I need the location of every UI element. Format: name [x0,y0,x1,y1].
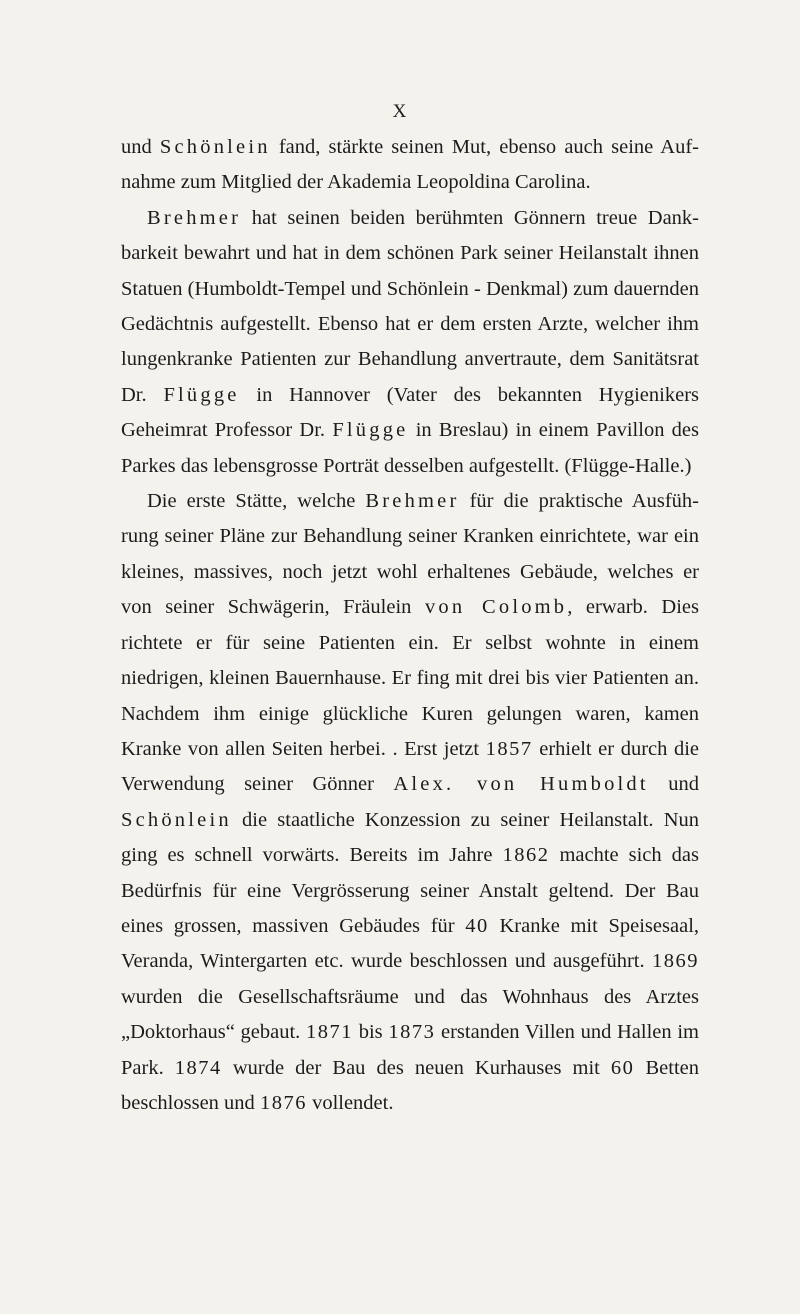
paragraph-1 [121,130,699,201]
year-number: 40 [465,914,489,937]
text-run: für die praktische Ausfüh- rung seiner Pläne zur Behandlung seiner Kranken einrichtete, war ein kleines, massives, noch jetzt wohl erhaltenes Gebäude, welches er von seiner Schwägerin, Fräulein [121,490,699,619]
paragraph-3 [121,484,699,1121]
year-number: 60 [610,1056,635,1079]
year-number: 1871 [306,1021,353,1044]
spaced-name: Brehmer [365,490,460,513]
text-run: vollendet. [306,1091,394,1114]
page-number: X [392,101,408,122]
text-run: erhielt er durch die Verwendung seiner Gönner [121,737,699,796]
text-run: fand, stärkte seinen Mut, ebenso auch seine Auf- nahme zum Mitglied der Akademia Leopoldina Carolina. [121,136,699,194]
year-number: 1873 [388,1021,436,1044]
spaced-name: Alex. von Humboldt [393,773,649,796]
text-run: machte sich das Bedürfnis für eine Vergrösserung seiner Anstalt geltend. Der Bau eines grossen, massiven Gebäudes für [121,844,699,937]
text-run: wurde der Bau des neuen Kurhauses mit [221,1056,611,1079]
text-run: erstanden Villen und Hallen im Park. [121,1021,699,1079]
spaced-name: Schönlein [121,808,232,831]
text-run: und [121,136,160,158]
spaced-name: Brehmer [147,206,242,229]
year-number: 1874 [174,1056,222,1079]
spaced-name: Flügge [163,383,240,406]
text-run: bis [353,1021,389,1044]
text-run: und [648,773,700,796]
spaced-name: von Colomb [424,596,568,619]
paragraph-2 [121,201,699,484]
text-run: Kranke mit Speisesaal, Veranda, Wintergarten etc. wurde beschlossen und ausgeführt. [121,914,700,973]
text-run: wurden die Gesellschaftsräume und das Wohnhaus des Arztes „Doktorhaus“ gebaut. [121,985,699,1044]
text-run: in Breslau) in einem Pavillon des Parkes das lebensgrosse Porträt desselben aufgestellt. (Flügge-Halle.) [121,419,700,477]
spaced-name: Flügge [332,419,409,442]
spaced-name: Schönlein [159,136,271,158]
text-run: Die erste Stätte, welche [147,490,366,513]
year-number: 1857 [485,737,533,760]
text-run: , erwarb. Dies richtete er für seine Patienten ein. Er selbst wohnte in einem niedrigen, kleinen Bauernhause. Er fing mit drei bis vier Patienten an. Nachdem ihm einige glückliche Kuren gelungen waren, kamen Kranke von allen Seiten herbei. . Erst jetzt [121,596,700,760]
body-text [121,130,699,1121]
year-number: 1869 [652,950,699,973]
year-number: 1876 [259,1091,307,1114]
text-run: hat seinen beiden berühmten Gönnern treue Dank- barkeit bewahrt und hat in dem schönen Park seiner Heilanstalt ihnen Statuen (Humboldt-Tempel und Schönlein - Denkmal) zum dauernden Gedächtnis aufgestellt. Ebenso hat er dem ersten Arzte, welcher ihm lungenkranke Patienten zur Behandlung anvertraute, dem Sanitätsrat Dr. [121,206,699,406]
text-run: die staatliche Konzession zu seiner Heilanstalt. Nun ging es schnell vorwärts. Bereits im Jahre [121,808,699,867]
text-run: in Hannover (Vater des bekannten Hygienikers Geheimrat Professor Dr. [121,383,700,442]
text-run: Betten beschlossen und [121,1056,700,1114]
year-number: 1862 [502,844,550,867]
